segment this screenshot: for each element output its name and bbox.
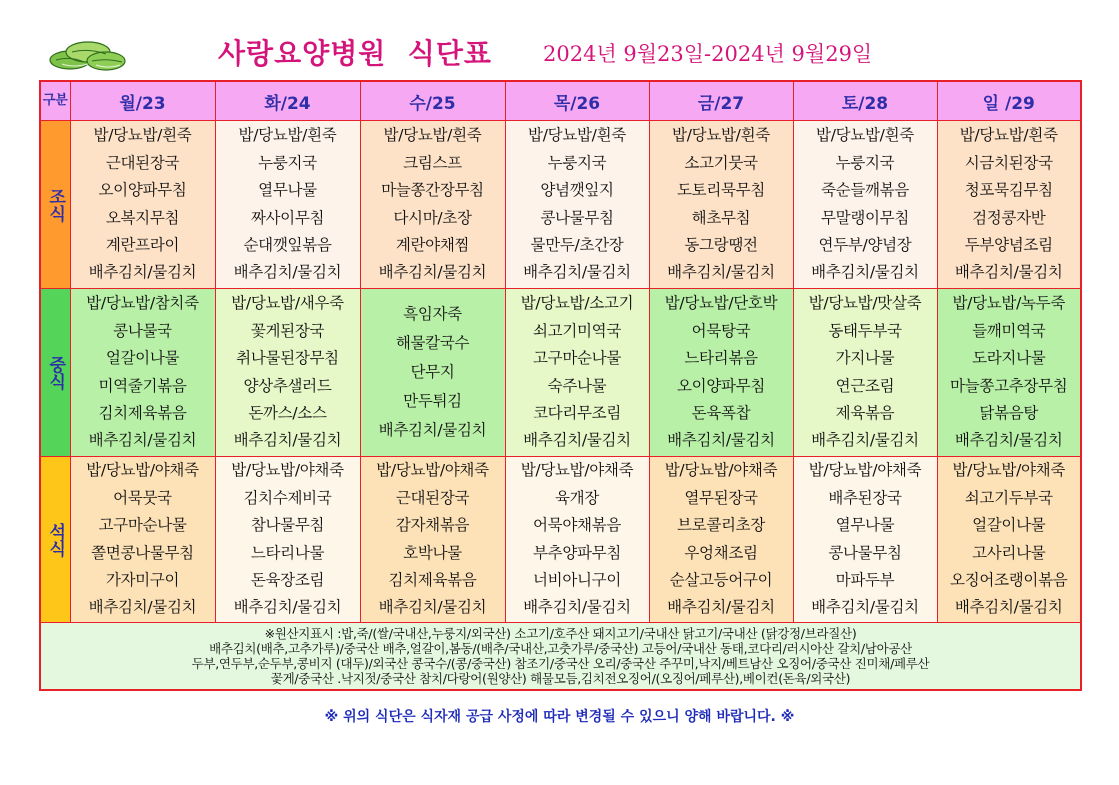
menu-item: 김치제육볶음 — [98, 403, 187, 422]
menu-item: 가자미구이 — [105, 570, 180, 589]
menu-item: 양상추샐러드 — [243, 376, 332, 395]
menu-item: 어묵탕국 — [691, 321, 751, 340]
menu-period: 2024년 9월23일-2024년 9월29일 — [543, 42, 873, 66]
menu-item: 청포묵김무침 — [964, 181, 1053, 200]
menu-item: 밥/당뇨밥/새우죽 — [231, 294, 344, 313]
menu-item: 고사리나물 — [972, 543, 1046, 562]
menu-item: 고구마순나물 — [532, 349, 622, 368]
menu-cell — [215, 121, 360, 289]
origin-line: 배추김치(배추,고추가루)/중국산 배추,얼갈이,봄동/(배추/국내산,고춧가루/중국산) 고등어/국내산 동태,코다리/러시아산 갈치/남아공산 — [209, 641, 912, 656]
menu-item: 무말랭이무침 — [820, 208, 910, 227]
menu-item: 배추김치/물김치 — [954, 263, 1063, 282]
menu-item: 감자채볶음 — [395, 516, 470, 535]
menu-cell — [937, 289, 1081, 457]
menu-item: 밥/당뇨밥/흰죽 — [959, 126, 1058, 145]
menu-item: 닭볶음탕 — [979, 403, 1039, 422]
menu-item: 쇠고기두부국 — [964, 488, 1053, 507]
menu-item: 연근조림 — [835, 376, 895, 395]
menu-item: 마파두부 — [835, 570, 895, 589]
menu-item: 근대된장국 — [395, 488, 470, 507]
menu-item: 오이양파무침 — [676, 376, 766, 395]
meal-label: 석식 — [40, 457, 70, 623]
menu-items — [938, 122, 1081, 286]
menu-item: 밥/당뇨밥/맛살죽 — [808, 294, 922, 313]
menu-item: 해물칼국수 — [395, 334, 470, 352]
menu-items — [71, 122, 215, 286]
menu-item: 밥/당뇨밥/흰죽 — [528, 126, 626, 145]
day-header: 수/25 — [360, 81, 505, 121]
menu-item: 김치제육볶음 — [388, 570, 477, 589]
menu-cell — [360, 457, 505, 623]
menu-cell — [793, 121, 937, 289]
menu-items — [361, 300, 505, 445]
menu-item: 도토리묵무침 — [676, 181, 766, 200]
menu-item: 숙주나물 — [547, 376, 607, 395]
menu-item: 순살고등어구이 — [669, 570, 773, 589]
menu-item: 동태두부국 — [828, 321, 902, 340]
menu-item: 참나물무침 — [250, 516, 325, 535]
menu-item: 코다리무조림 — [532, 403, 622, 422]
menu-item: 시금치된장국 — [964, 153, 1053, 172]
menu-item: 밥/당뇨밥/야채죽 — [376, 461, 489, 480]
menu-item: 부추양파무침 — [532, 543, 622, 562]
page-header — [48, 30, 1078, 76]
menu-item: 만두튀김 — [403, 392, 462, 410]
menu-item: 배추김치/물김치 — [233, 431, 342, 450]
menu-item: 누룽지국 — [258, 153, 317, 172]
menu-item: 배추김치/물김치 — [88, 431, 197, 450]
menu-item: 콩나물무침 — [828, 543, 902, 562]
menu-item: 근대된장국 — [105, 153, 180, 172]
menu-item: 열무나물 — [258, 181, 317, 200]
menu-item: 밥/당뇨밥/녹두죽 — [952, 294, 1066, 313]
menu-cell — [70, 289, 215, 457]
menu-cell — [360, 121, 505, 289]
change-notice: ※ 위의 식단은 식자재 공급 사정에 따라 변경될 수 있으니 양해 바랍니다. ※ — [324, 709, 795, 725]
menu-item: 얼갈이나물 — [105, 349, 180, 368]
menu-item: 꽃게된장국 — [250, 321, 325, 340]
menu-item: 밥/당뇨밥/흰죽 — [672, 126, 770, 145]
menu-item: 단무지 — [410, 363, 455, 381]
meal-label: 조식 — [40, 121, 70, 289]
menu-cell — [937, 457, 1081, 623]
menu-item: 오복지무침 — [105, 208, 180, 227]
menu-item: 밥/당뇨밥/소고기 — [520, 294, 634, 313]
menu-cell — [505, 121, 649, 289]
menu-item: 배추김치/물김치 — [811, 598, 919, 617]
menu-item: 해초무침 — [691, 208, 751, 227]
menu-item: 소고기뭇국 — [684, 153, 758, 172]
day-header: 금/27 — [649, 81, 793, 121]
menu-item: 밥/당뇨밥/흰죽 — [238, 126, 337, 145]
menu-item: 돈육폭찹 — [691, 403, 751, 422]
menu-item: 양념깻잎지 — [540, 181, 614, 200]
menu-item: 얼갈이나물 — [972, 516, 1046, 535]
menu-item: 김치수제비국 — [243, 488, 332, 507]
menu-item: 들깨미역국 — [972, 321, 1046, 340]
menu-cell — [937, 121, 1081, 289]
menu-item: 어묵야채볶음 — [532, 516, 622, 535]
menu-item: 흑임자죽 — [403, 305, 462, 323]
menu-item: 검정콩자반 — [972, 208, 1046, 227]
menu-item: 밥/당뇨밥/야채죽 — [952, 461, 1066, 480]
menu-item: 순대깻잎볶음 — [243, 235, 332, 254]
meal-row — [40, 121, 1081, 289]
menu-cell — [649, 457, 793, 623]
menu-items — [650, 122, 793, 286]
day-header: 목/26 — [505, 81, 649, 121]
menu-items — [650, 457, 793, 621]
menu-cell — [649, 289, 793, 457]
menu-item: 밥/당뇨밥/단호박 — [664, 294, 778, 313]
menu-item: 두부양념조림 — [964, 235, 1053, 254]
menu-items — [506, 457, 649, 621]
menu-item: 누룽지국 — [835, 153, 895, 172]
menu-item: 제육볶음 — [835, 403, 895, 422]
menu-item: 열무된장국 — [684, 488, 758, 507]
menu-item: 배추김치/물김치 — [378, 598, 487, 617]
menu-item: 콩나물국 — [113, 321, 172, 340]
menu-item: 죽순들깨볶음 — [820, 181, 910, 200]
menu-item: 밥/당뇨밥/야채죽 — [231, 461, 344, 480]
menu-item: 마늘쫑고추장무침 — [950, 376, 1068, 395]
origin-row — [40, 623, 1081, 691]
menu-item: 열무나물 — [835, 516, 895, 535]
menu-item: 느타리나물 — [250, 543, 325, 562]
menu-item: 누룽지국 — [547, 153, 607, 172]
menu-item: 우엉채조림 — [684, 543, 758, 562]
menu-item: 배추김치/물김치 — [233, 598, 342, 617]
menu-cell — [505, 457, 649, 623]
menu-item: 마늘쫑간장무침 — [381, 181, 484, 200]
menu-items — [361, 457, 505, 621]
menu-items — [650, 290, 793, 454]
menu-items — [216, 122, 360, 286]
menu-items — [794, 457, 937, 621]
menu-item: 배추김치/물김치 — [88, 263, 197, 282]
menu-item: 너비아니구이 — [532, 570, 622, 589]
menu-item: 배추김치/물김치 — [667, 598, 775, 617]
meal-row — [40, 457, 1081, 623]
menu-item: 배추김치/물김치 — [954, 598, 1063, 617]
menu-items — [71, 290, 215, 454]
day-header: 토/28 — [793, 81, 937, 121]
menu-item: 배추김치/물김치 — [88, 598, 197, 617]
menu-item: 오이양파무침 — [98, 181, 187, 200]
menu-items — [506, 290, 649, 454]
menu-item: 밥/당뇨밥/참치죽 — [86, 294, 199, 313]
menu-item: 배추김치/물김치 — [523, 431, 631, 450]
day-header-row — [40, 81, 1081, 121]
menu-item: 육개장 — [554, 488, 600, 507]
menu-cell — [793, 457, 937, 623]
menu-item: 느타리볶음 — [684, 349, 758, 368]
menu-item: 배추김치/물김치 — [667, 431, 775, 450]
menu-item: 밥/당뇨밥/흰죽 — [93, 126, 192, 145]
origin-line: 꽃게/중국산 .낙지젓/중국산 참치/다랑어(원양산) 해물모듬,김치전오징어/(오징어/페루산),베이컨(돈육/외국산) — [270, 671, 851, 686]
menu-cell — [70, 121, 215, 289]
menu-item: 가지나물 — [835, 349, 895, 368]
menu-item: 쇠고기미역국 — [532, 321, 622, 340]
menu-item: 배추김치/물김치 — [523, 263, 631, 282]
menu-item: 돈육장조림 — [250, 570, 325, 589]
menu-item: 취나물된장무침 — [236, 349, 339, 368]
menu-item: 배추김치/물김치 — [811, 431, 919, 450]
menu-item: 어묵뭇국 — [113, 488, 172, 507]
menu-item: 밥/당뇨밥/흰죽 — [383, 126, 482, 145]
menu-item: 브로콜리초장 — [676, 516, 766, 535]
menu-item: 배추김치/물김치 — [811, 263, 919, 282]
menu-item: 다시마/초장 — [393, 208, 472, 227]
day-header: 월/23 — [70, 81, 215, 121]
menu-item: 크림스프 — [403, 153, 462, 172]
menu-item: 호박나물 — [403, 543, 462, 562]
menu-item: 연두부/양념장 — [818, 235, 912, 254]
menu-cell — [360, 289, 505, 457]
menu-items — [361, 122, 505, 286]
menu-items — [938, 457, 1081, 621]
menu-items — [794, 122, 937, 286]
menu-items — [216, 290, 360, 454]
menu-item: 배추김치/물김치 — [233, 263, 342, 282]
menu-item: 배추김치/물김치 — [378, 263, 487, 282]
menu-item: 동그랑땡전 — [684, 235, 758, 254]
menu-items — [216, 457, 360, 621]
menu-item: 밥/당뇨밥/야채죽 — [808, 461, 922, 480]
origin-line: ※원산지표시 :밥,죽/(쌀/국내산,누룽지/외국산) 소고기/호주산 돼지고기/국내산 닭고기/국내산 (닭강정/브라질산) — [264, 626, 857, 641]
menu-item: 계란프라이 — [105, 235, 180, 254]
meal-label: 중식 — [40, 289, 70, 457]
menu-cell — [215, 457, 360, 623]
menu-items — [71, 457, 215, 621]
origin-notice — [40, 623, 1081, 691]
menu-item: 배추김치/물김치 — [667, 263, 775, 282]
menu-item: 밥/당뇨밥/흰죽 — [816, 126, 914, 145]
menu-item: 도라지나물 — [972, 349, 1046, 368]
menu-item: 배추김치/물김치 — [523, 598, 631, 617]
day-header: 화/24 — [215, 81, 360, 121]
menu-items — [938, 290, 1081, 454]
menu-cell — [505, 289, 649, 457]
cabbage-leaves-icon — [48, 34, 128, 74]
meal-row — [40, 289, 1081, 457]
menu-item: 물만두/초간장 — [530, 235, 624, 254]
menu-cell — [793, 289, 937, 457]
menu-cell — [215, 289, 360, 457]
page-title: 사랑요양병원 식단표 — [218, 37, 492, 70]
menu-item: 돈까스/소스 — [248, 403, 327, 422]
menu-item: 콩나물무침 — [540, 208, 614, 227]
menu-items — [506, 122, 649, 286]
menu-item: 밥/당뇨밥/야채죽 — [86, 461, 199, 480]
menu-item: 배추김치/물김치 — [378, 421, 487, 439]
menu-item: 배추김치/물김치 — [954, 431, 1063, 450]
menu-item: 계란야채찜 — [395, 235, 470, 254]
menu-cell — [649, 121, 793, 289]
menu-item: 배추된장국 — [828, 488, 902, 507]
day-header: 일 /29 — [937, 81, 1081, 121]
corner-label: 구분 — [40, 81, 70, 121]
menu-items — [794, 290, 937, 454]
menu-item: 미역줄기볶음 — [98, 376, 187, 395]
menu-table — [39, 80, 1082, 691]
origin-line: 두부,연두부,순두부,콩비지 (대두)/외국산 콩국수/(콩/중국산) 참조기/중국산 오리/중국산 주꾸미,낙지/베트남산 오징어/중국산 진미채/페루산 — [191, 656, 930, 671]
menu-item: 쫄면콩나물무침 — [91, 543, 194, 562]
menu-item: 밥/당뇨밥/야채죽 — [664, 461, 778, 480]
menu-item: 짜사이무침 — [250, 208, 325, 227]
menu-item: 고구마순나물 — [98, 516, 187, 535]
menu-cell — [70, 457, 215, 623]
menu-item: 밥/당뇨밥/야채죽 — [520, 461, 634, 480]
menu-item: 오징어조랭이볶음 — [950, 570, 1068, 589]
